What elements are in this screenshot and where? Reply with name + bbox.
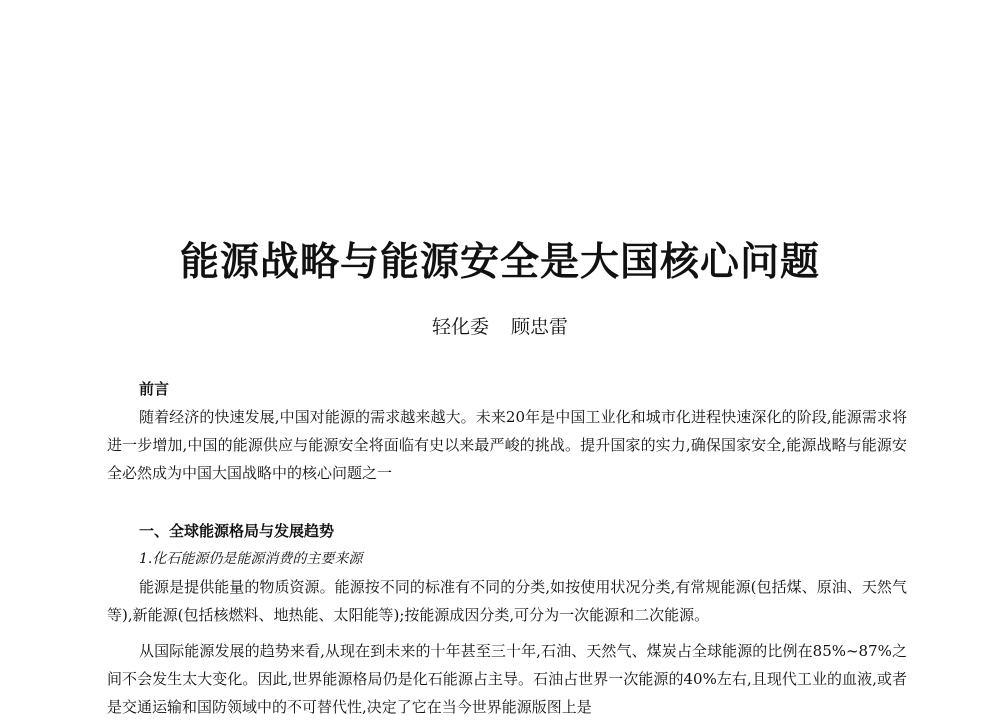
section-gap — [107, 509, 907, 517]
body-paragraph: 能源是提供能量的物质资源。能源按不同的标准有不同的分类,如按使用状况分类,有常规能源(包括煤、原油、天然气等),新能源(包括核燃料、地热能、太阳能等);按能源成因分类,可分为一次能源和二次能源。 — [107, 578, 907, 624]
document-title: 能源战略与能源安全是大国核心问题 — [179, 240, 820, 285]
body-paragraph: 从国际能源发展的趋势来看,从现在到未来的十年甚至三十年,石油、天然气、煤炭占全球能源的比例在85%~87%之间不会发生太大变化。因此,世界能源格局仍是化石能源占主导。石油占世界一次能源的40%左右,且现代工业的血液,或者是交通运输和国防领域中的不可替代性,决定了它在当今世界能源版图上是 — [107, 642, 907, 716]
subsection-heading: 1.化石能源仍是能源消费的主要来源 — [139, 551, 363, 567]
preface-paragraph: 随着经济的快速发展,中国对能源的需求越来越大。未来20年是中国工业化和城市化进程快速深化的阶段,能源需求将进一步增加,中国的能源供应与能源安全将面临有史以来最严峻的挑战。提升国家的实力,确保国家安全,能源战略与能源安全必然成为中国大国战略中的核心问题之一 — [107, 408, 907, 482]
author-name: 顾忠雷 — [511, 316, 569, 338]
author-line — [0, 314, 1000, 340]
section-heading: 一、全球能源格局与发展趋势 — [139, 522, 335, 540]
paragraph-gap — [107, 629, 907, 637]
article-body — [107, 375, 907, 721]
section-gap — [107, 487, 907, 509]
preface-heading: 前言 — [139, 380, 170, 398]
author-name: 轻化委 — [431, 316, 489, 338]
